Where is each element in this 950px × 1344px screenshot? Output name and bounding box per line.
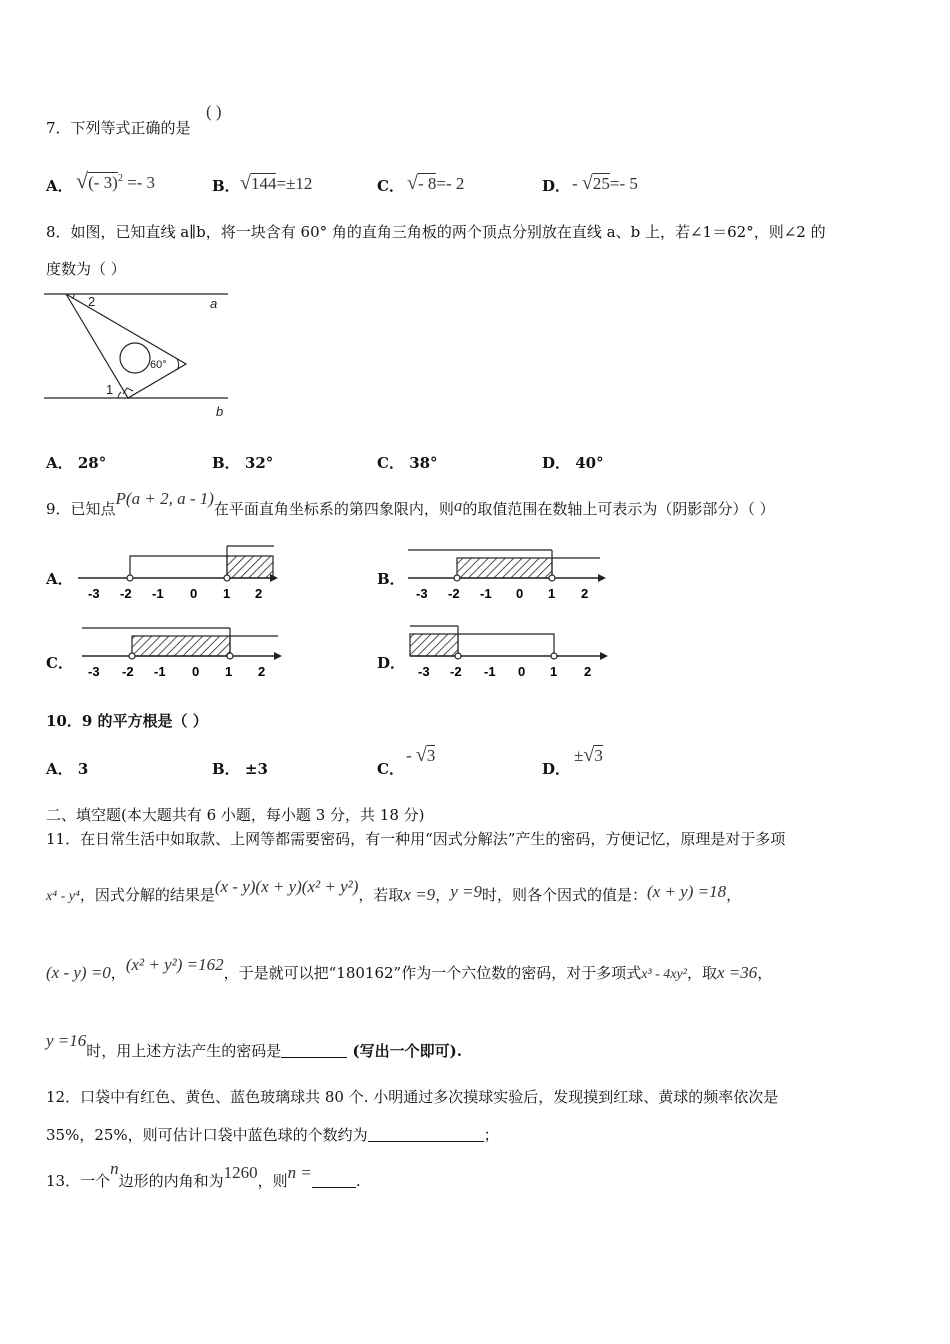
q11-line1: 11．在日常生活中如取款、上网等都需要密码，有一种用“因式分解法”产生的密码，方便记忆，原理是对于多项 [46,830,786,848]
q7-option-b: √144=±12 [240,172,313,194]
q11-line4: y =16时，用上述方法产生的密码是 (写出一个即可). [46,1031,462,1060]
q8-figure [44,288,234,420]
svg-text:-2: -2 [122,664,134,679]
svg-text:-3: -3 [88,586,100,601]
sqrt-icon: √ [415,744,427,766]
q12-answer-blank[interactable] [368,1127,484,1142]
q13-line: 13．一个n边形的内角和为1260，则n = . [46,1159,361,1190]
angle-2-label: 2 [88,294,96,309]
svg-text:1: 1 [548,586,556,601]
q9-numberline-d [404,618,616,680]
svg-text:-1: -1 [154,664,166,679]
q7-option-d: - √25=- 5 [572,172,638,194]
q7-option-b-label: B． [212,177,240,195]
svg-text:0: 0 [516,586,524,601]
q8-option-b: B． 32° [212,454,274,472]
svg-text:2: 2 [258,664,266,679]
svg-text:-3: -3 [416,586,428,601]
sqrt-icon: √ [76,168,89,193]
svg-text:1: 1 [225,664,233,679]
svg-text:-2: -2 [448,586,460,601]
line-b-label: b [216,404,224,419]
q8-line1: 8．如图，已知直线 a∥b，将一块含有 60° 角的直角三角板的两个顶点分别放在直线 a、b 上，若∠1＝62°，则∠2 的 [46,223,826,241]
q9-numberline-c [74,620,286,682]
svg-text:1: 1 [223,586,231,601]
q12-line1: 12．口袋中有红色、黄色、蓝色玻璃球共 80 个. 小明通过多次摸球实验后，发现摸到红球、黄球的频率依次是 [46,1088,779,1106]
svg-text:2: 2 [584,664,592,679]
svg-text:-1: -1 [484,664,496,679]
svg-text:0: 0 [190,586,198,601]
q10-option-c: - √3 [406,744,436,766]
sqrt-icon: √ [240,172,251,194]
q8-line2: 度数为（ ） [46,260,126,278]
q11-line3: (x - y) =0，(x² + y²) =162，于是就可以把“180162”作为一个六位数的密码，对于多项式x³ - 4xy²，取x =36， [46,955,773,982]
angle-60-label: 60° [150,359,167,371]
q10-option-d: ±√3 [574,744,603,766]
svg-text:0: 0 [192,664,200,679]
svg-text:2: 2 [255,586,263,601]
q10-option-b: B． ±3 [212,760,268,778]
svg-text:-3: -3 [88,664,100,679]
q13-answer-blank[interactable] [312,1173,356,1188]
q11-line2: x⁴ - y⁴，因式分解的结果是(x - y)(x + y)(x² + y²)，若取x =9，y =9时，则各个因式的值是：(x + y) =18， [46,877,742,904]
q9-numberline-b [404,540,614,602]
q12-line2: 35%，25%，则可估计口袋中蓝色球的个数约为 ； [46,1126,499,1144]
q8-option-c: C． 38° [377,454,438,472]
svg-text:2: 2 [581,586,589,601]
q7-paren: ( ) [206,102,222,121]
q7-option-a-label: A． [46,177,73,195]
angle-1-label: 1 [106,382,114,397]
q9-option-c-label: C． [46,654,73,672]
q10-option-d-label: D． [542,760,571,778]
q10-option-a: A． 3 [46,760,89,778]
q8-option-a: A． 28° [46,454,107,472]
q9-numberline-a [74,540,284,602]
svg-text:-3: -3 [418,664,430,679]
ruler-hole [120,343,150,373]
svg-text:-1: -1 [480,586,492,601]
q7-option-d-label: D． [542,177,571,195]
q7-option-c-label: C． [377,177,404,195]
section-heading: 二、填空题(本大题共有 6 小题，每小题 3 分，共 18 分) [46,806,425,824]
sqrt-icon: √ [583,744,595,766]
q7-option-c: √- 8=- 2 [407,172,465,194]
svg-text:-2: -2 [450,664,462,679]
q8-option-d: D． 40° [542,454,604,472]
q9-option-b-label: B． [377,570,405,588]
q10-option-c-label: C． [377,760,404,778]
q7-option-a: √(- 3)$^2$ =- 3 [76,168,156,193]
svg-text:0: 0 [518,664,526,679]
q9-stem: 9．已知点P(a + 2, a - 1)在平面直角坐标系的第四象限内，则a的取值范围在数轴上可表示为（阴影部分）（ ） [46,489,775,518]
svg-text:-1: -1 [152,586,164,601]
svg-text:1: 1 [550,664,558,679]
q9-option-a-label: A． [46,570,73,588]
line-a-label: a [210,296,218,311]
q7-stem: 7．下列等式正确的是 [46,119,191,137]
q11-answer-blank[interactable] [281,1043,347,1058]
sqrt-icon: √ [581,172,593,194]
svg-text:-2: -2 [120,586,132,601]
q9-option-d-label: D． [377,654,406,672]
q9-point: P(a + 2, a - 1) [115,489,214,508]
sqrt-icon: √ [407,172,418,194]
q10-stem: 10．9 的平方根是（ ） [46,712,208,730]
